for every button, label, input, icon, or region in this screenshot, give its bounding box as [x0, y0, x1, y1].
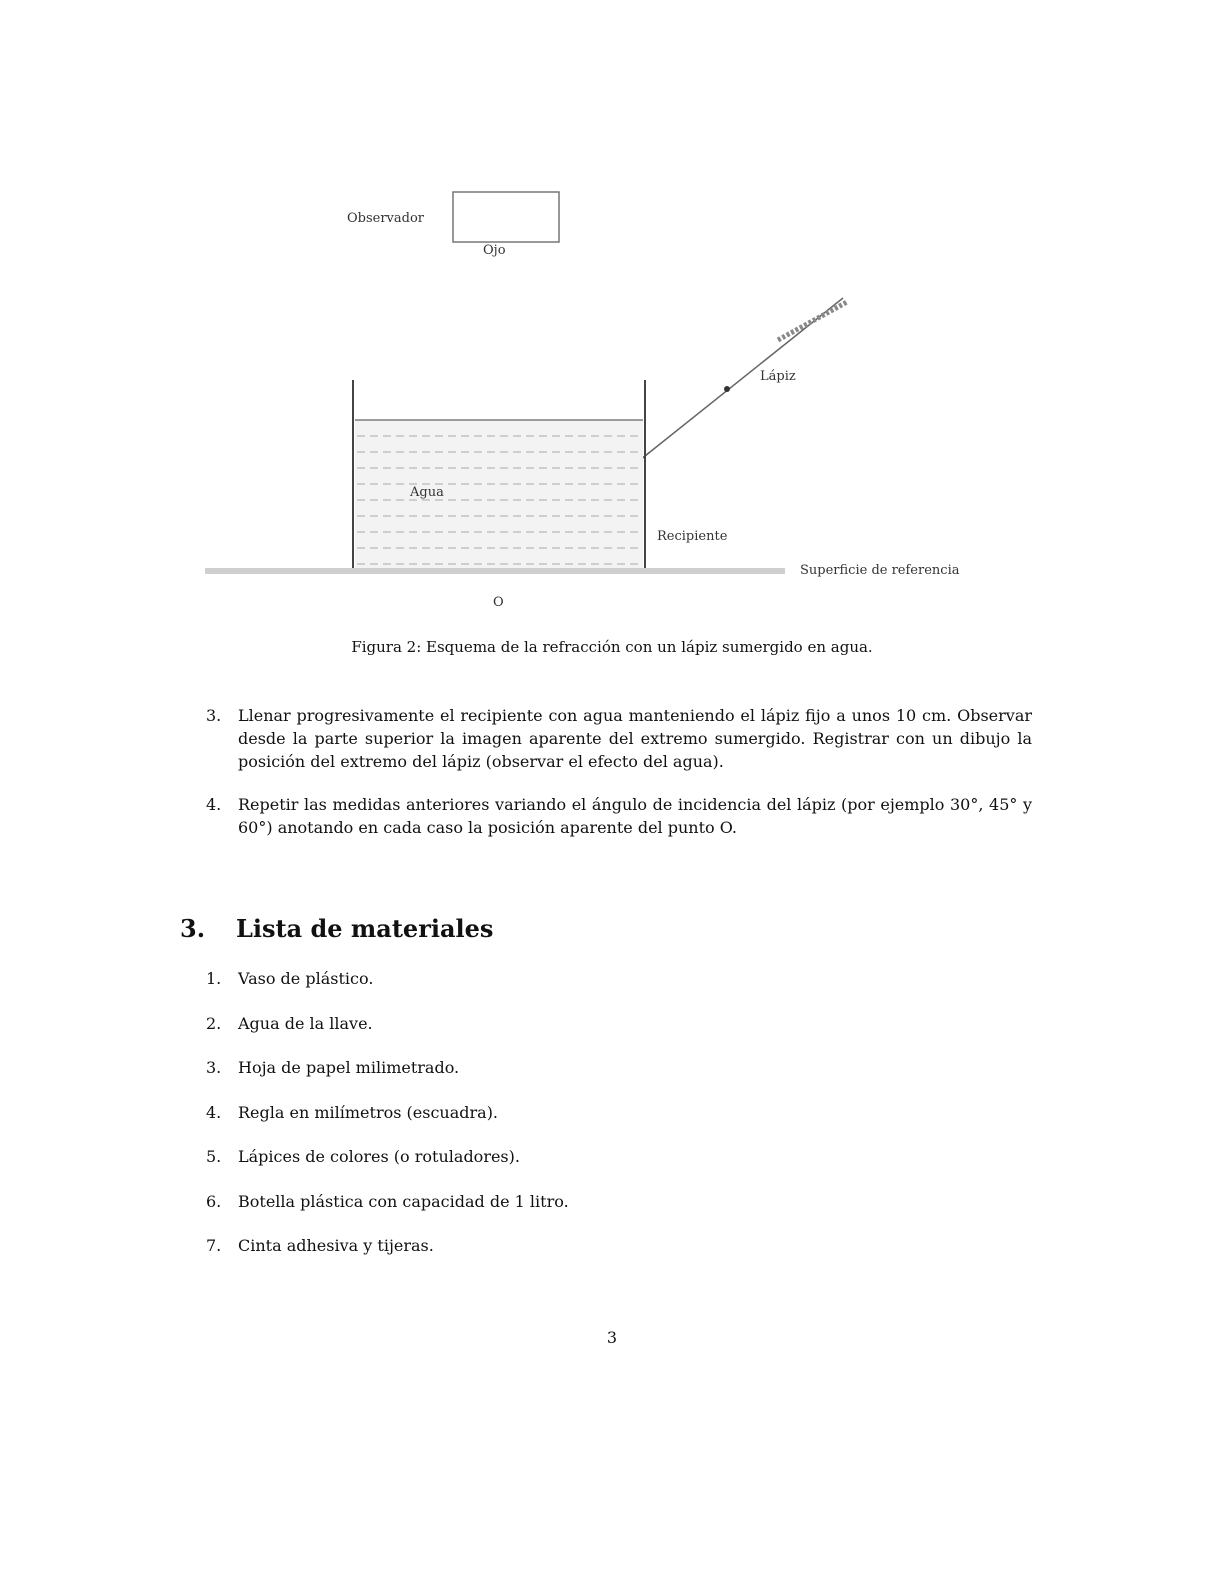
list-item	[206, 1013, 569, 1035]
list-item	[206, 1102, 569, 1124]
water-body	[355, 420, 643, 572]
step-text: Llenar progresivamente el recipiente con agua manteniendo el lápiz fijo a unos 10 cm. Observar desde la parte superior la imagen aparente del extremo sumergido. Registrar con un dibujo la posición del extremo del lápiz (observar el efecto del agua).	[238, 706, 1032, 771]
step-number: 3.	[206, 706, 222, 725]
list-item	[206, 1146, 569, 1168]
materials-list	[206, 968, 569, 1280]
procedure-step	[206, 793, 1032, 839]
item-number: 1.	[206, 969, 222, 988]
pencil-marker	[724, 386, 730, 392]
item-text: Lápices de colores (o rotuladores).	[238, 1147, 520, 1166]
section-heading	[180, 914, 493, 943]
section-number: 3.	[180, 914, 206, 943]
item-number: 6.	[206, 1191, 222, 1211]
figure-caption: Figura 2: Esquema de la refracción con un lápiz sumergido en agua.	[351, 638, 873, 656]
point-o-label: O	[493, 595, 504, 610]
procedure-steps	[206, 704, 1032, 859]
water-label: Agua	[410, 485, 444, 500]
item-text: Hoja de papel milimetrado.	[238, 1058, 460, 1077]
reference-surface	[205, 568, 785, 574]
list-item	[206, 1235, 569, 1257]
step-text: Repetir las medidas anteriores variando el ángulo de incidencia del lápiz (por ejemplo 30°, 45° y 60°) anotando en cada caso la posición aparente del punto O.	[238, 795, 1032, 837]
section-title: Lista de materiales	[236, 914, 494, 943]
item-number: 4.	[206, 1102, 222, 1122]
item-text: Cinta adhesiva y tijeras.	[238, 1236, 434, 1255]
page-number: 3	[606, 1328, 618, 1347]
observer-box	[453, 192, 559, 242]
observer-label: Observador	[347, 211, 425, 226]
item-text: Botella plástica con capacidad de 1 litro.	[238, 1191, 569, 1211]
item-number: 5.	[206, 1147, 222, 1166]
item-text: Regla en milímetros (escuadra).	[238, 1102, 499, 1122]
item-number: 3.	[206, 1058, 222, 1077]
refraction-diagram	[195, 180, 1025, 620]
step-number: 4.	[206, 795, 222, 814]
item-text: Agua de la llave.	[238, 1013, 373, 1033]
surface-label: Superficie de referencia	[800, 563, 960, 578]
list-item	[206, 1191, 569, 1213]
procedure-step	[206, 704, 1032, 773]
list-item	[206, 968, 569, 990]
item-number: 7.	[206, 1236, 222, 1255]
eye-label: Ojo	[483, 243, 506, 258]
item-number: 2.	[206, 1013, 222, 1033]
container-label: Recipiente	[657, 529, 728, 544]
item-text: Vaso de plástico.	[238, 969, 374, 988]
pencil-label: Lápiz	[760, 369, 796, 384]
refraction-figure	[195, 180, 1025, 620]
list-item	[206, 1057, 569, 1079]
pencil-body	[778, 302, 847, 340]
